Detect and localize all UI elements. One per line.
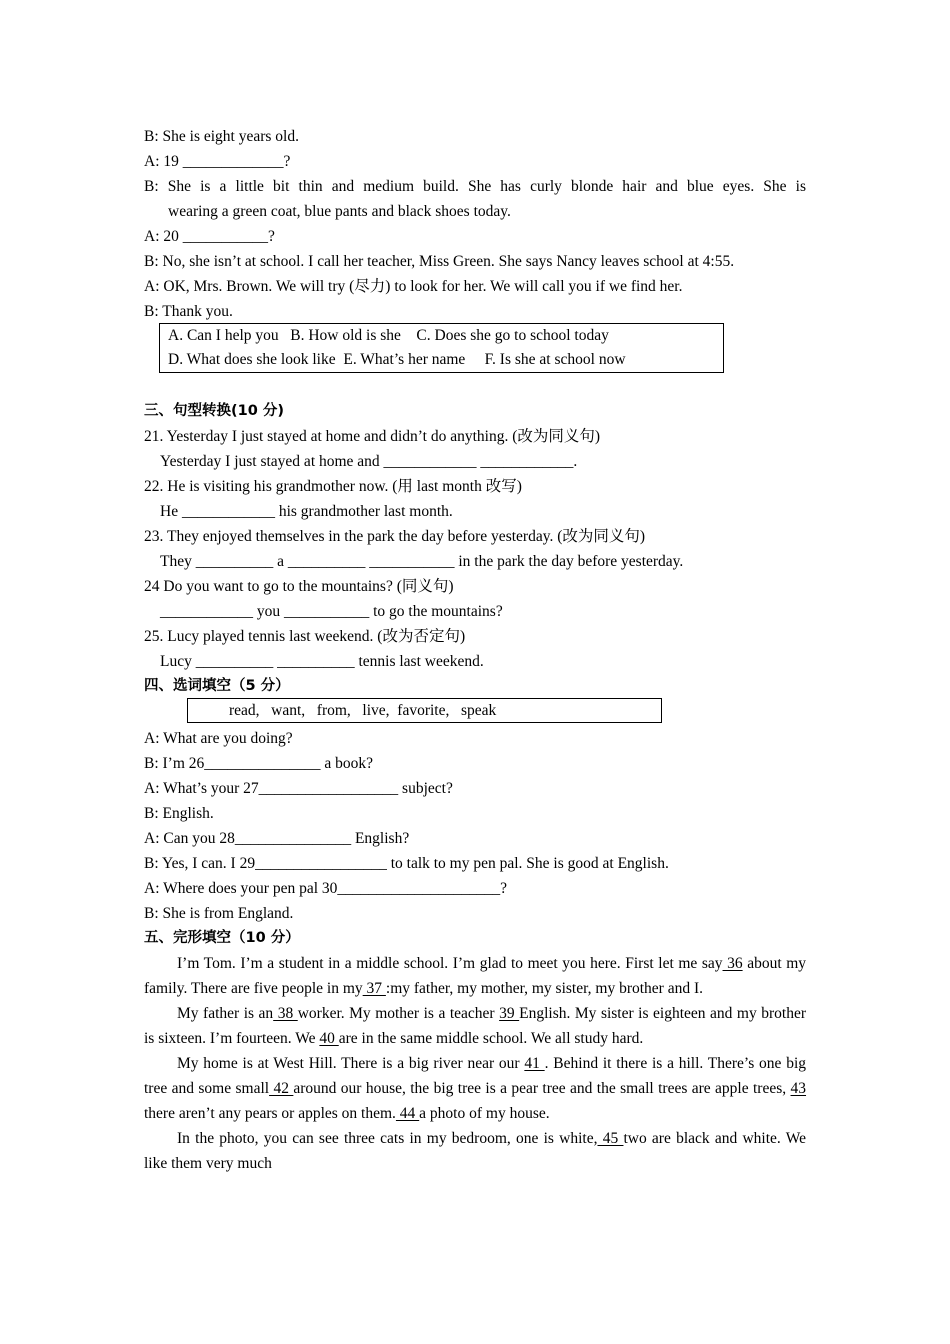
options-row: D. What does she look like E. What’s her name F. Is she at school now — [168, 351, 626, 368]
word-bank-box: read, want, from, live, favorite, speak — [187, 698, 662, 723]
dialogue-line: B: Thank you. — [144, 303, 233, 320]
dialogue-line: B: She is eight years old. — [144, 128, 299, 145]
dialogue-line: A: 20 ___________? — [144, 228, 275, 245]
blank-38: 38 — [273, 1005, 298, 1022]
dialogue-line: B: She is a little bit thin and medium build. She has curly blonde hair and blue eyes. She is — [144, 178, 806, 195]
answer-line-25: Lucy __________ __________ tennis last weekend. — [160, 653, 484, 670]
blank-37: 37 — [362, 980, 386, 997]
blank-36: 36 — [722, 955, 743, 972]
question-25: 25. Lucy played tennis last weekend. (改为否定句) — [144, 628, 466, 645]
dialogue-line: A: What’s your 27__________________ subject? — [144, 780, 453, 797]
answer-line-24: ____________ you ___________ to go the mountains? — [160, 603, 503, 620]
blank-42: 42 — [269, 1080, 294, 1097]
question-22: 22. He is visiting his grandmother now. (用 last month 改写) — [144, 478, 522, 495]
section-3-heading: 三、句型转换(10 分) — [144, 403, 284, 419]
blank-45: 45 — [597, 1130, 624, 1147]
blank-44: 44 — [395, 1105, 420, 1122]
cloze-paragraph-4: In the photo, you can see three cats in my bedroom, one is white, 45 two are black and white. We like them very much — [144, 1130, 807, 1172]
blank-43: 43 — [790, 1080, 807, 1097]
dialogue-line: A: OK, Mrs. Brown. We will try (尽力) to look for her. We will call you if we find her. — [144, 278, 683, 295]
dialogue-line: B: She is from England. — [144, 905, 294, 922]
answer-line-21: Yesterday I just stayed at home and ____________ ____________. — [160, 453, 578, 470]
section-4-heading: 四、选词填空（5 分） — [144, 678, 290, 694]
options-box — [159, 323, 724, 373]
answer-line-22: He ____________ his grandmother last month. — [160, 503, 453, 520]
dialogue-line: A: Can you 28_______________ English? — [144, 830, 410, 847]
dialogue-line: B: Yes, I can. I 29_________________ to talk to my pen pal. She is good at English. — [144, 855, 669, 872]
dialogue-line: A: What are you doing? — [144, 730, 293, 747]
dialogue-line: B: English. — [144, 805, 214, 822]
dialogue-line: wearing a green coat, blue pants and black shoes today. — [168, 203, 511, 220]
cloze-paragraph-2: My father is an 38 worker. My mother is a teacher 39 English. My sister is eighteen and my brother is sixteen. I’m fourteen. We 40 are in the same middle school. We all study hard. — [144, 1005, 807, 1047]
answer-line-23: They __________ a __________ ___________ in the park the day before yesterday. — [160, 553, 684, 570]
dialogue-line: A: Where does your pen pal 30_____________________? — [144, 880, 508, 897]
options-row: A. Can I help you B. How old is she C. Does she go to school today — [168, 327, 609, 344]
dialogue-line: A: 19 _____________? — [144, 153, 291, 170]
blank-41: 41 — [524, 1055, 545, 1072]
cloze-paragraph-3: My home is at West Hill. There is a big river near our 41 . Behind it there is a hill. There’s one big tree and some small 42 around our house, the big tree is a pear tree and the small trees are apple trees, 43 there aren’t any pears or apples on them. 44 a photo of my house. — [144, 1055, 807, 1122]
dialogue-line: B: No, she isn’t at school. I call her teacher, Miss Green. She says Nancy leaves school at 4:55. — [144, 253, 735, 270]
blank-40: 40 — [319, 1030, 339, 1047]
question-21: 21. Yesterday I just stayed at home and didn’t do anything. (改为同义句) — [144, 428, 601, 445]
blank-39: 39 — [499, 1005, 520, 1022]
exam-page — [144, 124, 806, 1176]
cloze-paragraph-1: I’m Tom. I’m a student in a middle school. I’m glad to meet you here. First let me say 36 about my family. There are five people in my 37 :my father, my mother, my sister, my brother and I. — [144, 955, 807, 997]
section-5-heading: 五、完形填空（10 分） — [144, 930, 300, 946]
question-24: 24 Do you want to go to the mountains? (同义句) — [144, 578, 454, 595]
question-23: 23. They enjoyed themselves in the park the day before yesterday. (改为同义句) — [144, 528, 646, 545]
dialogue-line: B: I’m 26_______________ a book? — [144, 755, 374, 772]
